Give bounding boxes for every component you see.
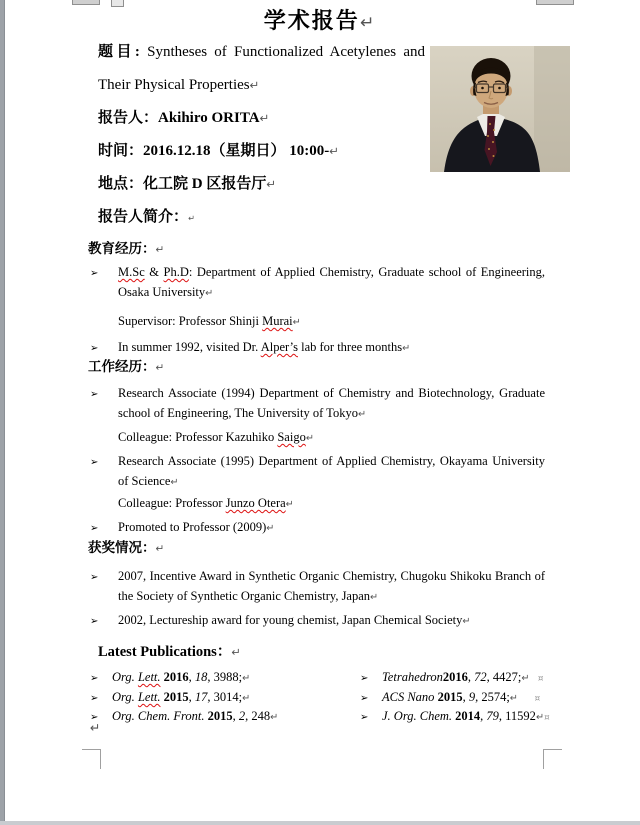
list-item: ➢ In summer 1992, visited Dr. Alper’s lab for three months↵ xyxy=(90,338,545,358)
bullet-arrow-icon: ➢ xyxy=(90,389,99,400)
publication-item: ➢ Org. Lett. 2016, 18, 3988;↵ xyxy=(90,668,250,688)
page-title: 学术报告↵ xyxy=(263,8,377,33)
sub-item: Supervisor: Professor Shinji Murai↵ xyxy=(118,314,301,328)
scrolled-ui-fragment xyxy=(536,0,574,5)
bullet-arrow-icon: ➢ xyxy=(90,268,99,279)
publication-item: ➢ Tetrahedron2016, 72, 4427;↵ ¤ xyxy=(360,668,543,688)
bio-heading: 报告人简介：↵ xyxy=(98,209,195,225)
venue-paragraph: 地点：化工院 D 区报告厅↵ xyxy=(98,176,277,192)
bullet-arrow-icon: ➢ xyxy=(360,673,369,684)
text-boundary-mark-right xyxy=(543,749,562,769)
paragraph-mark-final: ↵ xyxy=(90,720,101,735)
list-item: ➢ Research Associate (1995) Department of Applied Chemistry, Okayama University of Science↵ xyxy=(90,454,545,488)
bullet-arrow-icon: ➢ xyxy=(90,343,99,354)
bullet-arrow-icon: ➢ xyxy=(90,616,99,627)
window-bottom-edge xyxy=(0,821,640,825)
list-item: ➢ 2007, Incentive Award in Synthetic Organic Chemistry, Chugoku Shikoku Branch of the Society of Synthetic Organic Chemistry, Japan↵ xyxy=(90,569,545,603)
publication-item: ➢ J. Org. Chem. 2014, 79, 11592↵¤ xyxy=(360,707,550,727)
window-left-edge xyxy=(0,0,5,825)
bullet-arrow-icon: ➢ xyxy=(90,712,99,723)
publication-item: ➢ ACS Nano 2015, 9, 2574;↵ ¤ xyxy=(360,688,540,708)
time-paragraph: 时间：2016.12.18（星期日） 10:00-↵ xyxy=(98,143,340,159)
speaker-paragraph: 报告人：Akihiro ORITA↵ xyxy=(98,110,270,126)
sub-item: Colleague: Professor Kazuhiko Saigo↵ xyxy=(118,430,314,444)
sub-item: Colleague: Professor Junzo Otera↵ xyxy=(118,496,294,510)
bullet-arrow-icon: ➢ xyxy=(90,572,99,583)
list-item: ➢ Promoted to Professor (2009)↵ xyxy=(90,518,545,538)
paragraph-mark: ↵ xyxy=(359,13,377,33)
publication-item: ➢ Org. Lett. 2015, 17, 3014;↵ xyxy=(90,688,250,708)
bullet-arrow-icon: ➢ xyxy=(90,673,99,684)
bullet-arrow-icon: ➢ xyxy=(90,457,99,468)
list-item: ➢ Research Associate (1994) Department of Chemistry and Biotechnology, Graduate school of Engineering, The University of Tokyo↵ xyxy=(90,386,545,420)
scrolled-ui-fragment xyxy=(72,0,100,5)
eye xyxy=(498,87,501,90)
section-heading-work: 工作经历：↵ xyxy=(88,359,165,374)
list-item: ➢ M.Sc & Ph.D: Department of Applied Chemistry, Graduate school of Engineering, Osaka University↵ xyxy=(90,265,545,299)
bullet-arrow-icon: ➢ xyxy=(90,523,99,534)
publications-heading: Latest Publications：↵ xyxy=(98,644,241,660)
bullet-arrow-icon: ➢ xyxy=(360,712,369,723)
eye xyxy=(481,87,484,90)
speaker-photo xyxy=(430,46,570,172)
publication-item: ➢ Org. Chem. Front. 2015, 2, 248↵ xyxy=(90,707,278,727)
bullet-arrow-icon: ➢ xyxy=(90,693,99,704)
bullet-arrow-icon: ➢ xyxy=(360,693,369,704)
list-item: ➢ 2002, Lectureship award for young chemist, Japan Chemical Society↵ xyxy=(90,611,545,631)
text-boundary-mark-left xyxy=(82,749,101,769)
section-heading-education: 教育经历：↵ xyxy=(88,241,165,256)
section-heading-awards: 获奖情况：↵ xyxy=(88,540,165,555)
topic-paragraph: 题目: Syntheses of Functionalized Acetylenes and Their Physical Properties↵ xyxy=(98,44,426,93)
